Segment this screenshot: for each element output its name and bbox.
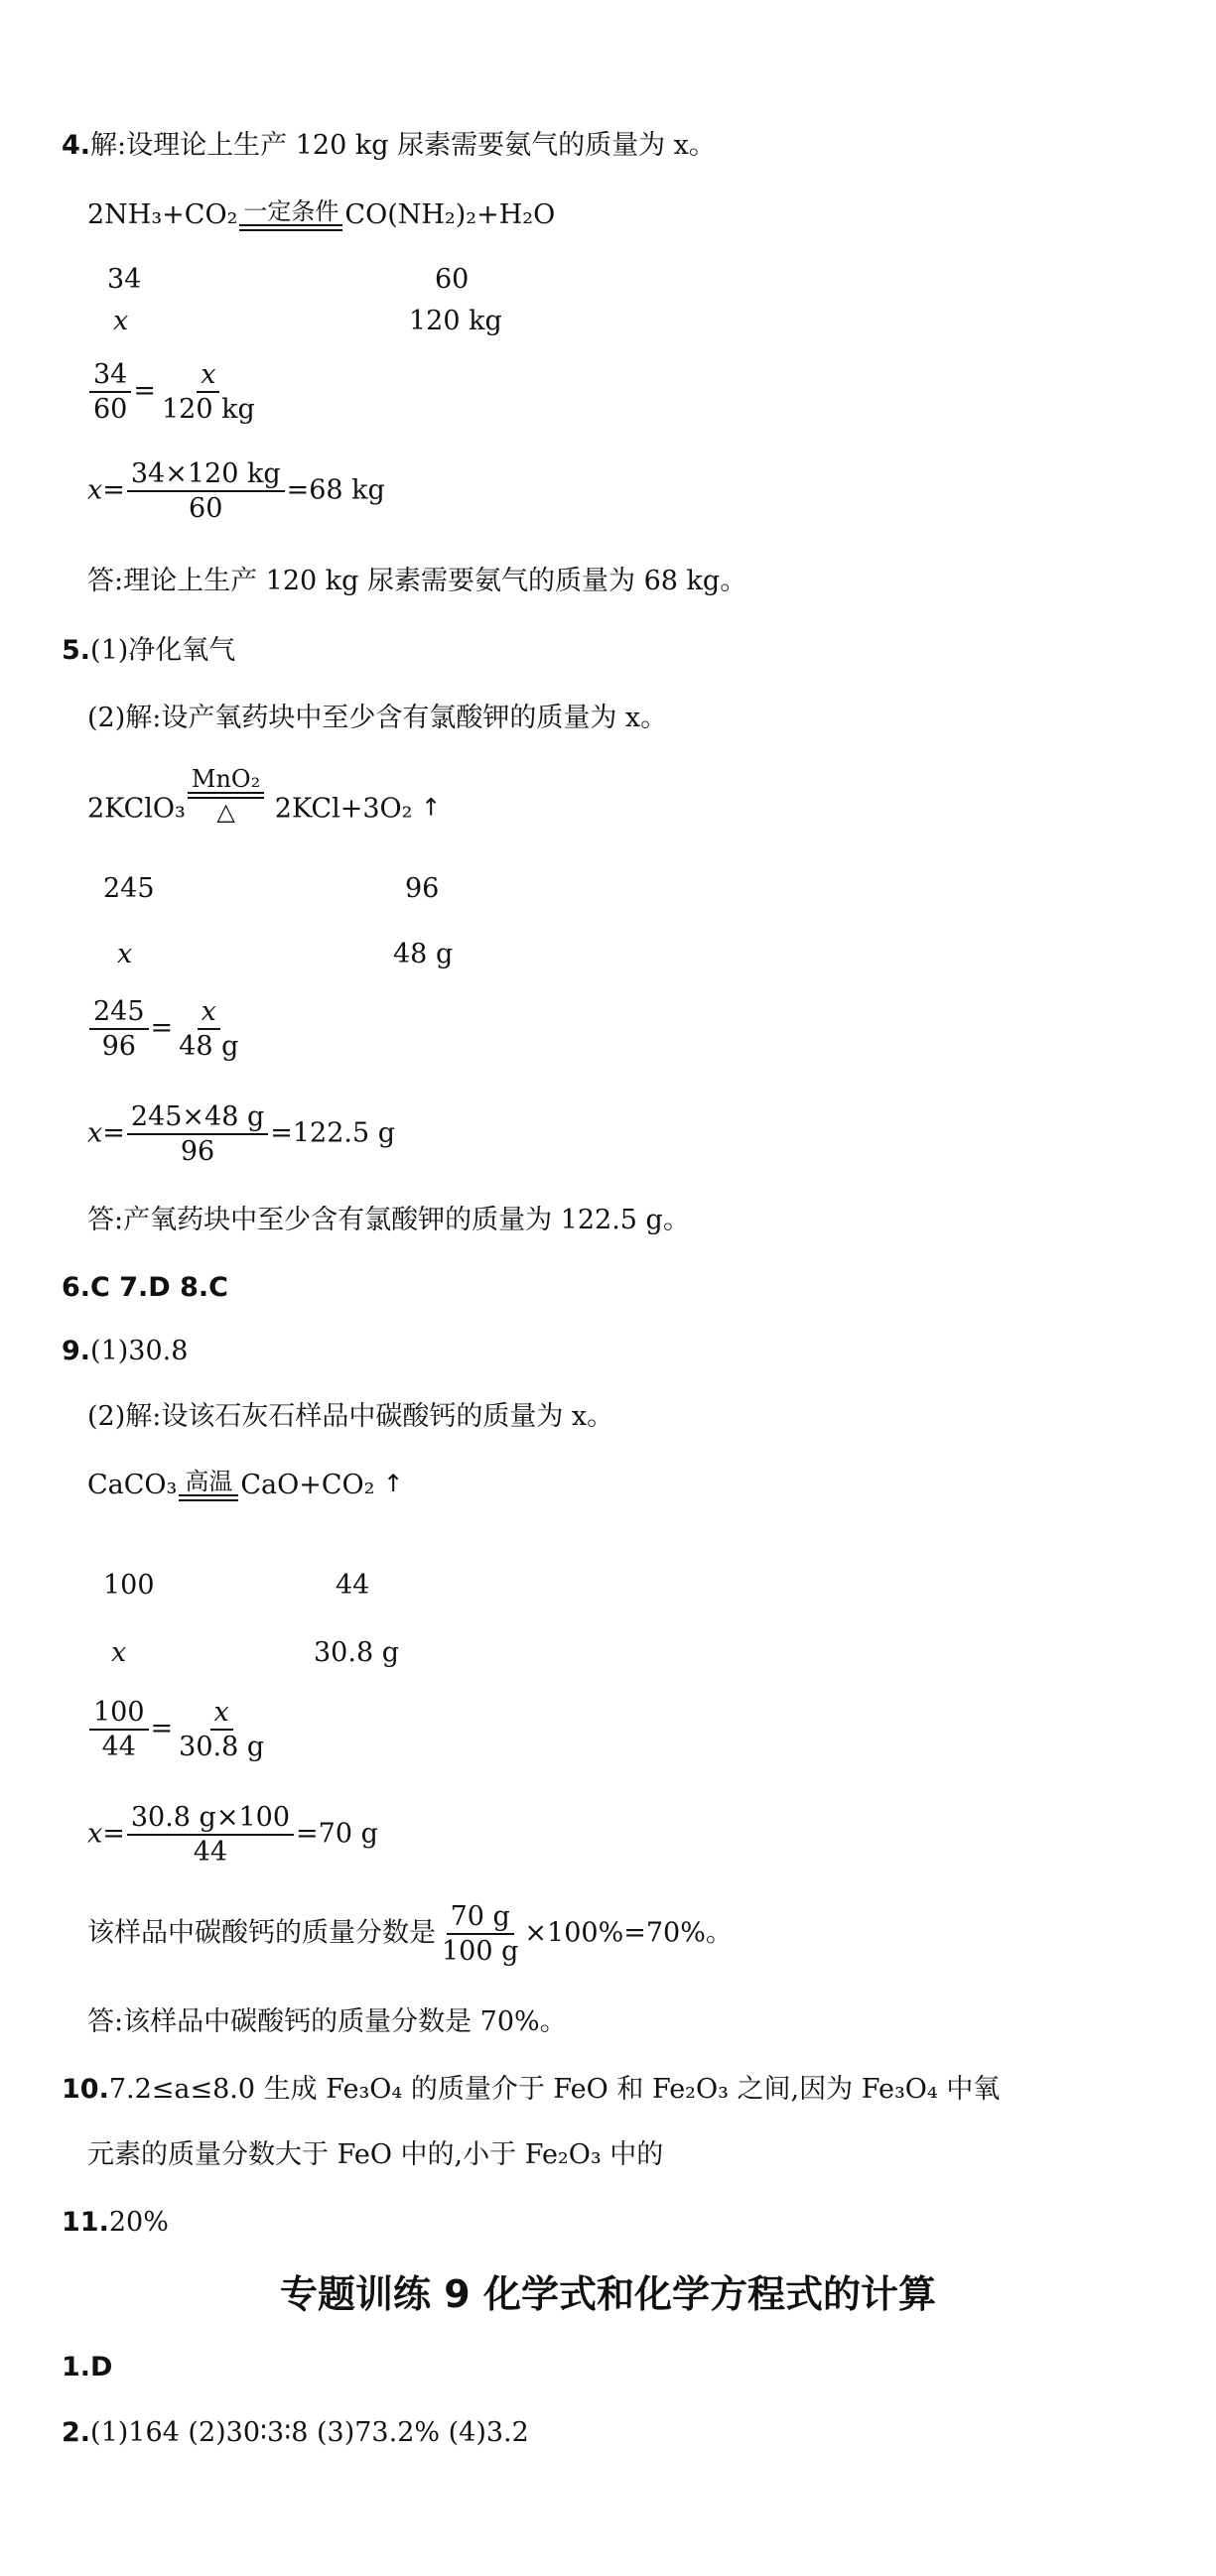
q5-unknown: x bbox=[117, 939, 133, 969]
q9-answer: 答:该样品中碳酸钙的质量分数是 70%。 bbox=[87, 2006, 567, 2037]
reaction-condition: 高温 bbox=[179, 1469, 238, 1501]
q9-part1: 9.(1)30.8 bbox=[62, 1336, 189, 1366]
s2-answer: 2.(1)164 (2)30∶3∶8 (3)73.2% (4)3.2 bbox=[62, 2417, 529, 2448]
q9-calc: x= $\frac{30.8 g\times 100}{44}$ =70 g bbox=[87, 1802, 378, 1868]
q5-equation: 2KClO₃ MnO₂ △ 2KCl+3O₂ ↑ bbox=[87, 765, 442, 827]
q9-known: 30.8 g bbox=[314, 1637, 399, 1668]
q5-mass-o2: 96 bbox=[405, 873, 440, 904]
q9-unknown: x bbox=[111, 1637, 127, 1668]
q5-answer: 答:产氧药块中至少含有氯酸钾的质量为 122.5 g。 bbox=[87, 1205, 690, 1235]
q9-equation: CaCO₃ 高温 CaO+CO₂ ↑ bbox=[87, 1468, 404, 1500]
q10-line1: 10.7.2≤a≤8.0 生成 Fe₃O₄ 的质量介于 FeO 和 Fe₂O₃ 之间,因为 Fe₃O₄ 中氧 bbox=[62, 2074, 1001, 2105]
q9-proportion: $\frac{100}{44}$ = $\frac{x}{30.8 g}$ bbox=[87, 1697, 270, 1762]
q10-line2: 元素的质量分数大于 FeO 中的,小于 Fe₂O₃ 中的 bbox=[87, 2139, 664, 2170]
q4-equation: 2NH₃+CO₂ 一定条件 CO(NH₂)₂+H₂O bbox=[87, 197, 556, 230]
q5-known: 48 g bbox=[393, 939, 454, 969]
q4-proportion: $\frac{34}{60}$ = $\frac{x}{120 kg}$ bbox=[87, 359, 261, 425]
q5-proportion: $\frac{245}{96}$ = $\frac{x}{48 g}$ bbox=[87, 996, 244, 1062]
q4-answer: 答:理论上生产 120 kg 尿素需要氨气的质量为 68 kg。 bbox=[87, 566, 747, 596]
q5-mass-kclo3: 245 bbox=[103, 873, 155, 904]
q4-unknown: x bbox=[113, 306, 129, 336]
q4-known: 120 kg bbox=[409, 306, 502, 336]
q4-mass-nh3: 34 bbox=[107, 264, 142, 295]
q4-mass-urea: 60 bbox=[435, 264, 470, 295]
q4-intro: 4.解:设理论上生产 120 kg 尿素需要氨气的质量为 x。 bbox=[62, 130, 716, 161]
q9-mass-co2: 44 bbox=[336, 1570, 370, 1601]
q9-fraction-line: 该样品中碳酸钙的质量分数是 $\frac{70 g}{100 g}$ ×100%=70%。 bbox=[87, 1901, 733, 1968]
reaction-condition: MnO₂ △ bbox=[188, 766, 264, 826]
q11-answer: 11.20% bbox=[62, 2207, 169, 2238]
q5-part1: 5.(1)净化氧气 bbox=[62, 635, 236, 666]
gas-arrow-icon: ↑ bbox=[383, 1470, 404, 1497]
reaction-condition: 一定条件 bbox=[239, 198, 342, 231]
q6-8-answers: 6.C 7.D 8.C bbox=[62, 1272, 228, 1303]
q4-calc: x= $\frac{34\times 120 kg}{60}$ =68 kg bbox=[87, 458, 385, 525]
gas-arrow-icon: ↑ bbox=[421, 793, 442, 822]
q9-part2: (2)解:设该石灰石样品中碳酸钙的质量为 x。 bbox=[87, 1401, 614, 1432]
s1-answer: 1.D bbox=[62, 2352, 113, 2383]
q9-mass-caco3: 100 bbox=[103, 1570, 155, 1601]
q5-calc: x= $\frac{245\times 48 g}{96}$ =122.5 g bbox=[87, 1101, 396, 1168]
q5-part2: (2)解:设产氧药块中至少含有氯酸钾的质量为 x。 bbox=[87, 703, 668, 733]
section-title: 专题训练 9 化学式和化学方程式的计算 bbox=[280, 2272, 936, 2316]
